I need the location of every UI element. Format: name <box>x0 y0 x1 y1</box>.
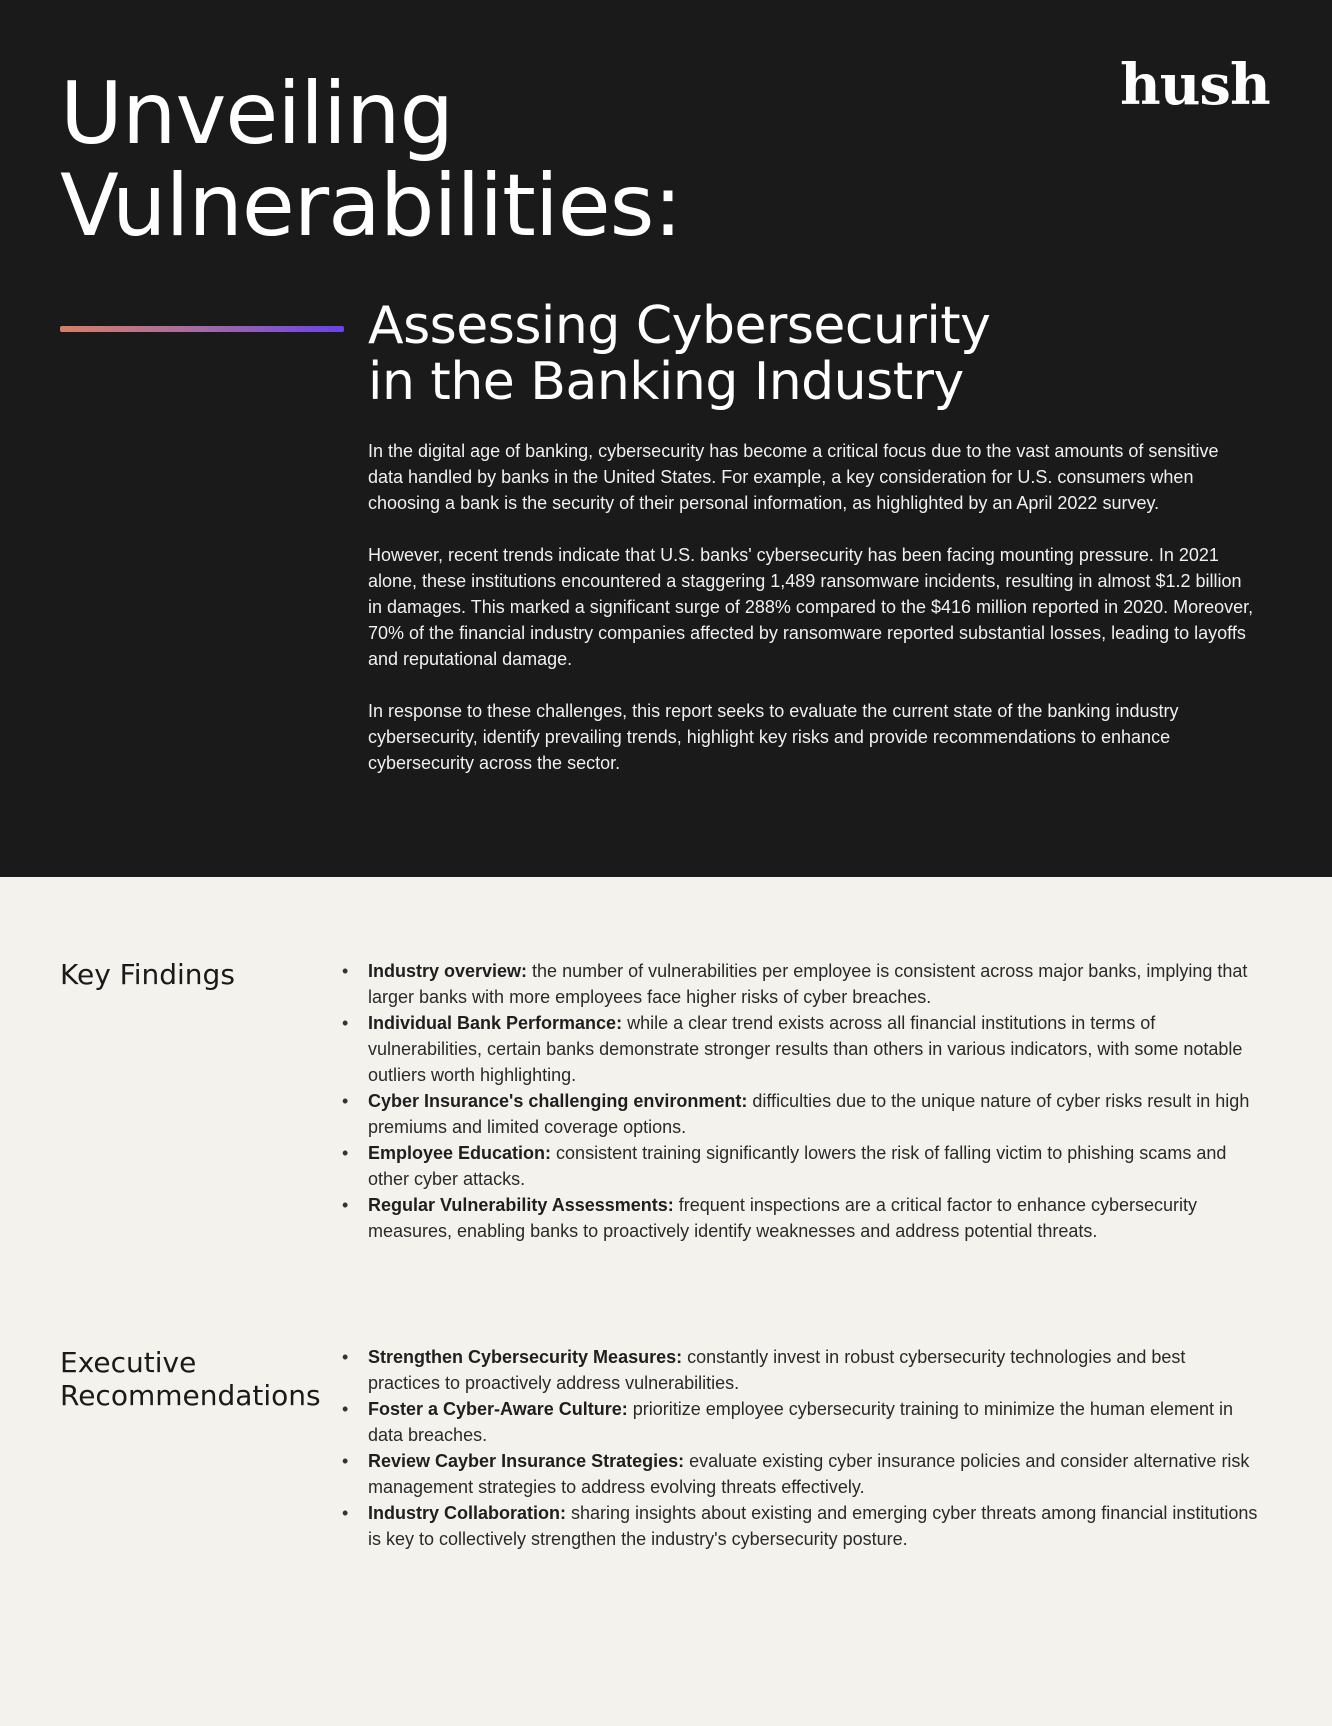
key-findings-list <box>368 958 1258 1244</box>
executive-recommendations-heading-line-1: Executive <box>60 1346 197 1379</box>
gradient-divider <box>60 326 344 332</box>
intro-paragraph: However, recent trends indicate that U.S. banks' cybersecurity has been facing mounting pressure. In 2021 alone, these institutions encountered a staggering 1,489 ransomware incidents, resulting in almost $1.2 billion in damages. This marked a significant surge of 288% compared to the $416 million reported in 2020. Moreover, 70% of the financial industry companies affected by ransomware reported substantial losses, leading to layoffs and reputational damage. <box>368 545 1254 669</box>
recommendation-term: Review Cayber Insurance Strategies: <box>368 1451 685 1471</box>
recommendation-item <box>368 1448 1258 1500</box>
key-finding-term: Cyber Insurance's challenging environment: <box>368 1091 748 1111</box>
key-finding-text: the number of vulnerabilities per employee is consistent across major banks, implying that larger banks with more employees face higher risks of cyber breaches. <box>368 961 1248 1007</box>
key-finding-text: frequent inspections are a critical factor to enhance cybersecurity measures, enabling banks to proactively identify weaknesses and address potential threats. <box>368 1195 1198 1241</box>
key-finding-item <box>368 1010 1258 1088</box>
intro-text <box>368 438 1258 802</box>
recommendation-item <box>368 1396 1258 1448</box>
recommendation-text: prioritize employee cybersecurity training to minimize the human element in data breaches. <box>368 1399 1234 1445</box>
key-finding-item <box>368 958 1258 1010</box>
key-finding-text: difficulties due to the unique nature of cyber risks result in high premiums and limited coverage options. <box>368 1091 1250 1137</box>
page-subtitle-line-2: in the Banking Industry <box>368 352 964 412</box>
executive-recommendations-heading-line-2: Recommendations <box>60 1379 321 1412</box>
key-finding-text: while a clear trend exists across all financial institutions in terms of vulnerabilities, certain banks demonstrate stronger results than others in various indicators, with some notable outliers worth highlighting. <box>368 1013 1243 1085</box>
key-finding-item <box>368 1140 1258 1192</box>
executive-recommendations-heading <box>60 1346 340 1412</box>
intro-paragraph: In the digital age of banking, cybersecurity has become a critical focus due to the vast amounts of sensitive data handled by banks in the United States. For example, a key consideration for U.S. consumers when choosing a bank is the security of their personal information, as highlighted by an April 2022 survey. <box>368 441 1219 513</box>
recommendation-text: evaluate existing cyber insurance policies and consider alternative risk management strategies to address evolving threats effectively. <box>368 1451 1250 1497</box>
page-subtitle <box>368 298 990 410</box>
page-title <box>60 64 682 256</box>
key-finding-item <box>368 1088 1258 1140</box>
page-subtitle-line-1: Assessing Cybersecurity <box>368 296 991 356</box>
page-title-line-1: Unveiling <box>60 64 454 164</box>
recommendation-term: Industry Collaboration: <box>368 1503 566 1523</box>
key-finding-term: Industry overview: <box>368 961 528 981</box>
recommendation-term: Strengthen Cybersecurity Measures: <box>368 1347 683 1367</box>
key-finding-term: Employee Education: <box>368 1143 552 1163</box>
recommendation-item <box>368 1500 1258 1552</box>
executive-recommendations-list <box>368 1344 1258 1552</box>
key-finding-term: Regular Vulnerability Assessments: <box>368 1195 674 1215</box>
key-finding-text: consistent training significantly lowers the risk of falling victim to phishing scams and other cyber attacks. <box>368 1143 1227 1189</box>
key-finding-item <box>368 1192 1258 1244</box>
recommendation-term: Foster a Cyber-Aware Culture: <box>368 1399 628 1419</box>
recommendation-text: constantly invest in robust cybersecurity technologies and best practices to proactively address vulnerabilities. <box>368 1347 1186 1393</box>
recommendation-item <box>368 1344 1258 1396</box>
page-title-line-2: Vulnerabilities: <box>60 156 682 256</box>
recommendation-text: sharing insights about existing and emerging cyber threats among financial institutions is key to collectively strengthen the industry's cybersecurity posture. <box>368 1503 1258 1549</box>
key-findings-heading: Key Findings <box>60 958 235 991</box>
hush-logo: hush <box>1120 52 1270 118</box>
intro-paragraph: In response to these challenges, this report seeks to evaluate the current state of the banking industry cybersecurity, identify prevailing trends, highlight key risks and provide recommendations to enhance cybersecurity across the sector. <box>368 701 1179 773</box>
key-finding-term: Individual Bank Performance: <box>368 1013 623 1033</box>
